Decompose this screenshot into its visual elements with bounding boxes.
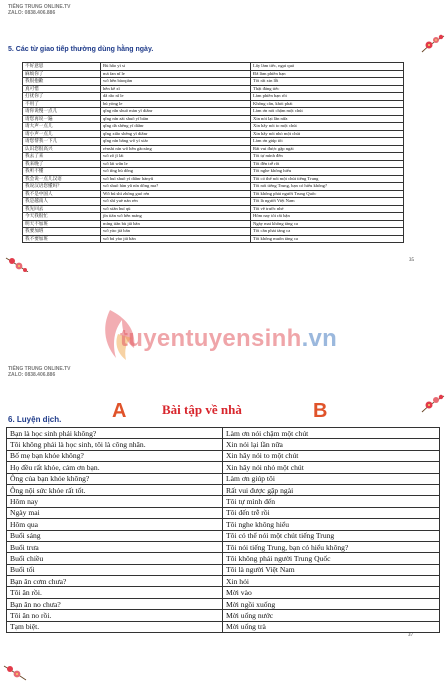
phrase-table <box>22 62 404 243</box>
vietnamese-cell: Không cần, khỏi phải <box>251 100 404 108</box>
table-row <box>23 205 404 213</box>
pinyin-cell: Bù hǎo yì si <box>101 63 251 71</box>
column-a-cell: Bạn ăn cơm chưa? <box>7 576 223 587</box>
table-row <box>7 484 440 495</box>
pinyin-cell: wǒ xiān huí qù <box>101 205 251 213</box>
table-row <box>7 553 440 564</box>
chinese-cell: 明天不加班 <box>23 220 101 228</box>
pinyin-cell: wǒ zǒ jī lái <box>101 153 251 161</box>
flower-branch-icon <box>420 32 446 54</box>
column-b-cell: Tôi tự mình đến <box>223 496 440 507</box>
vietnamese-cell: Xin hãy nói to một chút <box>251 123 404 131</box>
table-row <box>23 63 404 71</box>
column-a-cell: Hôm qua <box>7 519 223 530</box>
vietnamese-cell: Đã làm phiền bạn <box>251 70 404 78</box>
column-b-cell: Tôi là người Việt Nam <box>223 564 440 575</box>
pinyin-cell: má fan nǐ le <box>101 70 251 78</box>
translation-table <box>6 427 440 633</box>
page-header <box>8 366 71 378</box>
pinyin-cell: míng tiān bù jiā bān <box>101 220 251 228</box>
watermark-text <box>120 325 337 353</box>
pinyin-cell: wǒ shuō hàn yǔ nín dǒng ma? <box>101 183 251 191</box>
column-b-cell: Làm ơn nói chậm một chút <box>223 428 440 439</box>
column-a-cell: Tạm biệt. <box>7 621 223 632</box>
chinese-cell: 我是越南人 <box>23 198 101 206</box>
table-row <box>7 462 440 473</box>
table-row <box>7 530 440 541</box>
column-b-cell: Mời vào <box>223 587 440 598</box>
pinyin-cell: wǒ bú yào jiā bān <box>101 235 251 243</box>
pinyin-cell: jīn tiān wǒ hěn máng <box>101 213 251 221</box>
column-a-cell: Tôi ăn rồi. <box>7 587 223 598</box>
pinyin-cell: wǒ yào jiā bān <box>101 228 251 236</box>
section-title-common-phrases: 5. Các từ giao tiếp thường dùng hằng ngày. <box>8 46 154 53</box>
vietnamese-cell: Tôi không phải người Trung Quốc <box>251 190 404 198</box>
table-row <box>7 450 440 461</box>
column-b-cell: Tôi có thể nói một chút tiếng Trung <box>223 530 440 541</box>
column-a-cell: Buổi tối <box>7 564 223 575</box>
chinese-cell: 我先回去 <box>23 205 101 213</box>
table-row <box>23 85 404 93</box>
chinese-cell: 请大声一点儿 <box>23 123 101 131</box>
column-a-cell: Họ đều rất khỏe, cảm ơn bạn. <box>7 462 223 473</box>
watermark-suffix: .vn <box>301 325 338 352</box>
section-title-translation: 6. Luyện dịch. <box>8 415 62 424</box>
table-row <box>23 123 404 131</box>
homework-title: Bài tập về nhà <box>162 402 242 417</box>
table-row <box>7 507 440 518</box>
chinese-cell: 我听不懂 <box>23 168 101 176</box>
vietnamese-cell: Làm phiền bạn rồi <box>251 93 404 101</box>
page-number: 35 <box>409 258 414 263</box>
column-b-cell: Xin hãy nói to một chút <box>223 450 440 461</box>
pinyin-cell: dǎ rǎo nǐ le <box>101 93 251 101</box>
pinyin-cell: qǐng dà shēng yī diǎnr <box>101 123 251 131</box>
column-a-cell: Hôm nay <box>7 496 223 507</box>
table-row <box>23 220 404 228</box>
table-row <box>7 610 440 621</box>
table-row <box>7 496 440 507</box>
pinyin-cell: Wǒ bú shì zhōng guó rén <box>101 190 251 198</box>
vietnamese-cell: Tôi rất xin lỗi <box>251 78 404 86</box>
chinese-cell: 不用了 <box>23 100 101 108</box>
table-row <box>23 213 404 221</box>
chinese-cell: 今天我很忙 <box>23 213 101 221</box>
pinyin-cell: wǒ tīng bù dǒng <box>101 168 251 176</box>
table-row <box>7 541 440 552</box>
table-row <box>23 108 404 116</box>
vietnamese-cell: Tôi đến trễ rồi <box>251 160 404 168</box>
page-header <box>8 4 71 16</box>
pinyin-cell: qǐng nín bāng wǒ yí xiàr <box>101 138 251 146</box>
table-row <box>23 78 404 86</box>
table-row <box>23 93 404 101</box>
column-b-cell: Mời uống nước <box>223 610 440 621</box>
column-label-a: A <box>112 400 127 422</box>
chinese-cell: 请小声一点儿 <box>23 130 101 138</box>
pinyin-cell: rènshi nín wǒ hěn gāoxìng <box>101 145 251 153</box>
pinyin-cell: hěn kě xī <box>101 85 251 93</box>
vietnamese-cell: Làm ơn nói chậm một chút <box>251 108 404 116</box>
chinese-cell: 认识您很高兴 <box>23 145 101 153</box>
column-label-b: B <box>313 400 328 422</box>
column-b-cell: Tôi nghe không hiểu <box>223 519 440 530</box>
chinese-cell: 我去了来 <box>23 153 101 161</box>
table-row <box>23 145 404 153</box>
table-row <box>23 130 404 138</box>
chinese-cell: 我很抱歉 <box>23 78 101 86</box>
table-row <box>7 598 440 609</box>
vietnamese-cell: Tôi không muốn tăng ca <box>251 235 404 243</box>
chinese-cell: 我来晚了 <box>23 160 101 168</box>
column-a-cell: Bố mẹ bạn khỏe không? <box>7 450 223 461</box>
chinese-cell: 打扰你了 <box>23 93 101 101</box>
vietnamese-cell: Tôi cần phải tăng ca <box>251 228 404 236</box>
vietnamese-cell: Tôi là người Việt Nam <box>251 198 404 206</box>
document-page-1 <box>0 0 446 272</box>
header-zalo: ZALO: 0838.406.886 <box>8 10 56 16</box>
column-b-cell: Tôi nói tiếng Trung, bạn có hiểu không? <box>223 541 440 552</box>
vietnamese-cell: Lấy làm tiếc, ngại quá <box>251 63 404 71</box>
table-row <box>23 190 404 198</box>
chinese-cell: 我会说一点儿汉语 <box>23 175 101 183</box>
chinese-cell: 请您帮我一下儿 <box>23 138 101 146</box>
page-number: 37 <box>408 633 413 638</box>
column-b-cell: Xin hãy nói nhỏ một chút <box>223 462 440 473</box>
column-a-cell: Tôi không phải là học sinh, tôi là công nhân. <box>7 439 223 450</box>
header-brand: TIẾNG TRUNG ONLINE.TV <box>8 366 71 372</box>
table-row <box>7 576 440 587</box>
pinyin-cell: wǒ shì yuè nán rén <box>101 198 251 206</box>
chinese-cell: 请您再说一遍 <box>23 115 101 123</box>
vietnamese-cell: Làm ơn giúp tôi <box>251 138 404 146</box>
column-a-cell: Ông nội sức khỏe rất tốt. <box>7 484 223 495</box>
table-row <box>23 175 404 183</box>
column-b-cell: Mời uống trà <box>223 621 440 632</box>
pinyin-cell: qǐng xiǎo shēng yī diǎnr <box>101 130 251 138</box>
table-row <box>23 138 404 146</box>
vietnamese-cell: Tôi về trước nhé <box>251 205 404 213</box>
vietnamese-cell: Tôi tự mình đến <box>251 153 404 161</box>
column-a-cell: Buổi chiều <box>7 553 223 564</box>
table-row <box>7 564 440 575</box>
chinese-cell: 真可惜 <box>23 85 101 93</box>
column-a-cell: Buổi sáng <box>7 530 223 541</box>
vietnamese-cell: Xin hãy nói nhỏ một chút <box>251 130 404 138</box>
flower-branch-icon <box>420 392 446 414</box>
vietnamese-cell: Tôi nói tiếng Trung, bạn có hiểu không? <box>251 183 404 191</box>
column-a-cell: Bạn ăn no chưa? <box>7 598 223 609</box>
vietnamese-cell: Thật đáng tiếc <box>251 85 404 93</box>
column-b-cell: Làm ơn giúp tôi <box>223 473 440 484</box>
table-row <box>23 70 404 78</box>
table-row <box>7 428 440 439</box>
pinyin-cell: wǒ huì shuō yì diǎnr hànyǔ <box>101 175 251 183</box>
table-row <box>23 100 404 108</box>
header-brand: TIẾNG TRUNG ONLINE.TV <box>8 4 71 10</box>
table-row <box>23 168 404 176</box>
table-row <box>23 228 404 236</box>
table-row <box>23 183 404 191</box>
chinese-cell: 我不要加班 <box>23 235 101 243</box>
table-row <box>23 153 404 161</box>
column-b-cell: Rất vui được gặp ngài <box>223 484 440 495</box>
table-row <box>23 235 404 243</box>
column-b-cell: Xin nói lại lần nữa <box>223 439 440 450</box>
vietnamese-cell: Rất vui được gặp ngài <box>251 145 404 153</box>
vietnamese-cell: Tôi có thể nói một chút tiếng Trung <box>251 175 404 183</box>
flower-branch-icon <box>4 254 30 272</box>
table-row <box>7 621 440 632</box>
column-a-cell: Buổi trưa <box>7 541 223 552</box>
vietnamese-cell: Ngày mai không tăng ca <box>251 220 404 228</box>
column-b-cell: Tôi đến trễ rồi <box>223 507 440 518</box>
column-b-cell: Xin hỏi <box>223 576 440 587</box>
table-row <box>23 198 404 206</box>
pinyin-cell: qǐng nín zài shuō yī biàn <box>101 115 251 123</box>
chinese-cell: 我说汉语您懂吗？ <box>23 183 101 191</box>
watermark-brand: tuyentuyensinh <box>120 325 302 352</box>
vietnamese-cell: Tôi nghe không hiểu <box>251 168 404 176</box>
chinese-cell: 我要加班 <box>23 228 101 236</box>
column-b-cell: Mời ngồi xuống <box>223 598 440 609</box>
column-a-cell: Tôi ăn no rồi. <box>7 610 223 621</box>
pinyin-cell: qǐng nǐn shuō màn yī diǎnr <box>101 108 251 116</box>
pinyin-cell: bú yòng le <box>101 100 251 108</box>
chinese-cell: 不好意思 <box>23 63 101 71</box>
pinyin-cell: wǒ hěn bàoqiàn <box>101 78 251 86</box>
header-zalo: ZALO: 0838.406.886 <box>8 372 56 378</box>
chinese-cell: 我不是中国人 <box>23 190 101 198</box>
table-row <box>7 473 440 484</box>
flower-branch-icon <box>2 662 28 682</box>
column-a-cell: Ông của bạn khỏe không? <box>7 473 223 484</box>
column-a-cell: Ngày mai <box>7 507 223 518</box>
table-row <box>23 115 404 123</box>
column-a-cell: Bạn là học sinh phải không? <box>7 428 223 439</box>
pinyin-cell: wǒ lái wǎn le <box>101 160 251 168</box>
vietnamese-cell: Xin nói lại lần nữa <box>251 115 404 123</box>
table-row <box>23 160 404 168</box>
table-row <box>7 439 440 450</box>
chinese-cell: 麻烦你了 <box>23 70 101 78</box>
column-b-cell: Tôi không phải người Trung Quốc <box>223 553 440 564</box>
table-row <box>7 587 440 598</box>
vietnamese-cell: Hôm nay tôi rất bận <box>251 213 404 221</box>
chinese-cell: 请你说慢一点儿 <box>23 108 101 116</box>
table-row <box>7 519 440 530</box>
